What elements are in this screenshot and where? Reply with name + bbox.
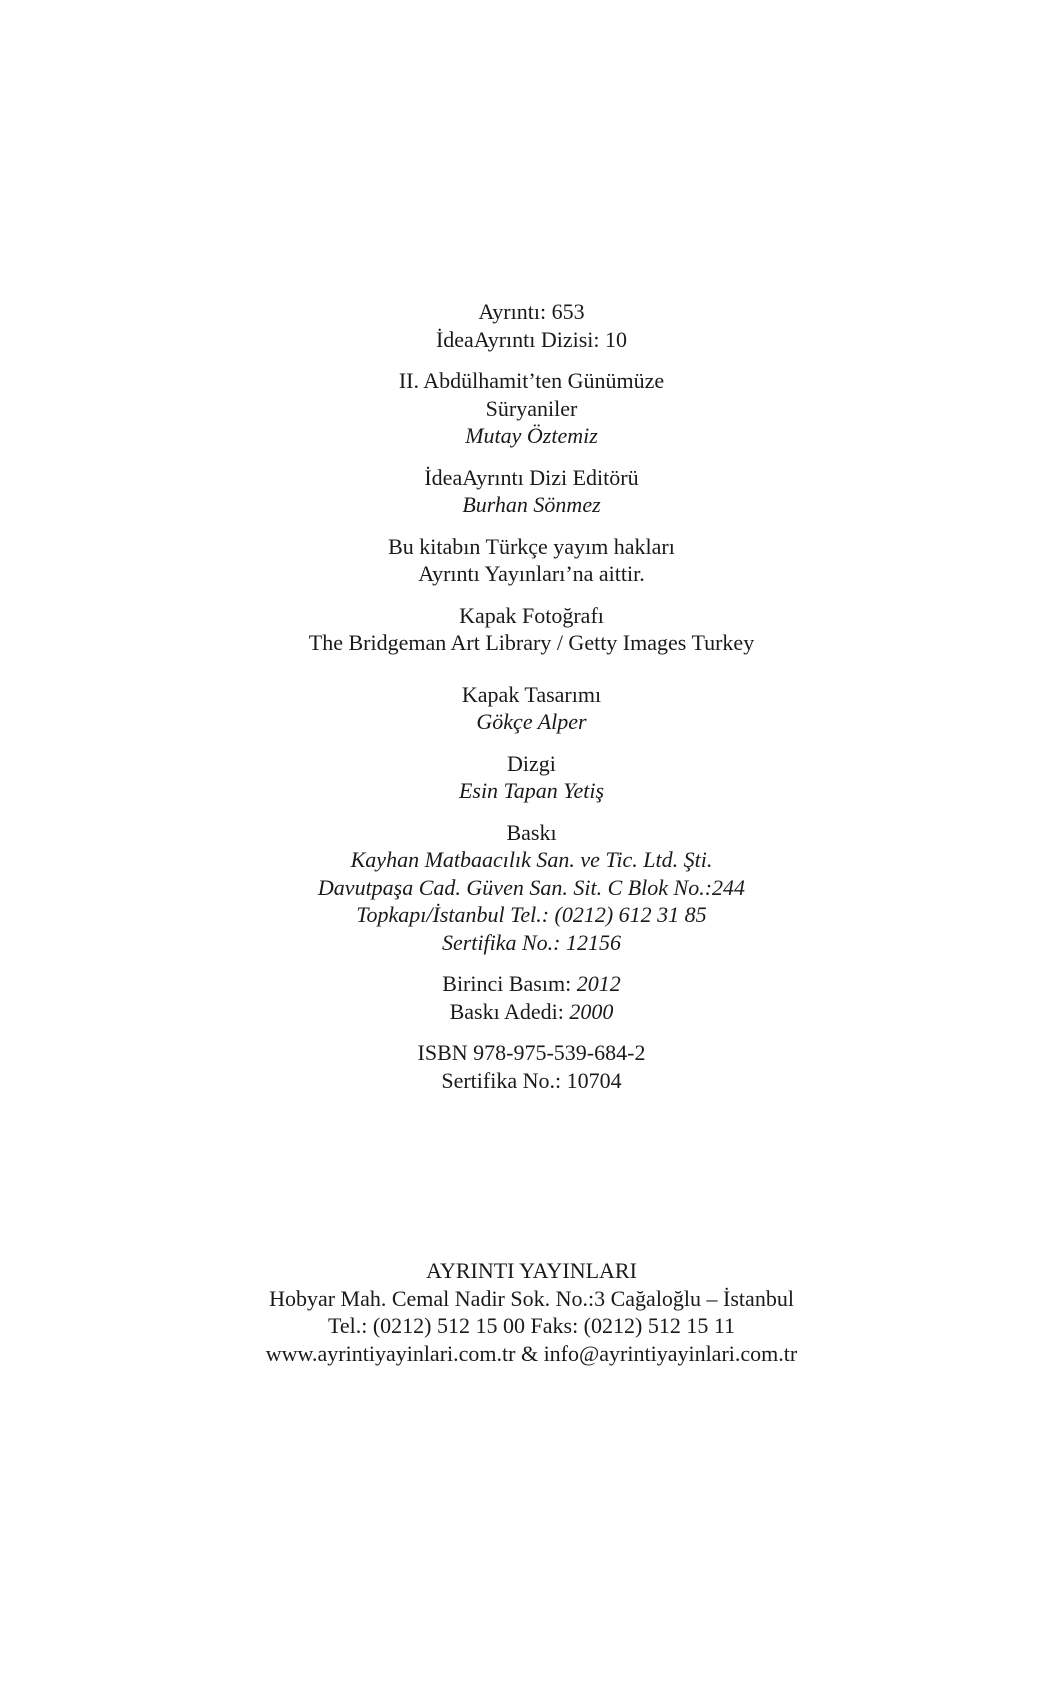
- first-edition-label: Birinci Basım:: [442, 971, 572, 996]
- cover-design-label: Kapak Tasarımı: [461, 681, 602, 707]
- book-author: Mutay Öztemiz: [465, 423, 598, 448]
- colophon: [0, 298, 1063, 1108]
- isbn: ISBN 978-975-539-684-2: [417, 1040, 646, 1065]
- printing-city-phone: Topkapı/İstanbul Tel.: (0212) 612 31 85: [356, 902, 707, 927]
- book-title-line2: Süryaniler: [485, 395, 578, 421]
- cover-photo: [0, 602, 1063, 657]
- rights-notice: [0, 533, 1063, 588]
- first-edition-value: 2012: [576, 971, 621, 996]
- cover-design: [0, 681, 1063, 736]
- publisher-certificate: Sertifika No.: 10704: [441, 1067, 622, 1093]
- book-title-line1: II. Abdülhamit’ten Günümüze: [398, 368, 665, 393]
- series-editor-name: Burhan Sönmez: [462, 492, 601, 517]
- cover-design-name: Gökçe Alper: [476, 709, 587, 734]
- idea-series-number: İdeaAyrıntı Dizisi: 10: [435, 326, 628, 352]
- cover-photo-credit: The Bridgeman Art Library / Getty Images Turkey: [308, 630, 755, 655]
- printing: [0, 819, 1063, 957]
- series-editor-label: İdeaAyrıntı Dizi Editörü: [424, 464, 639, 490]
- publisher-phone-fax: Tel.: (0212) 512 15 00 Faks: (0212) 512 15 11: [327, 1313, 736, 1338]
- series-info: [0, 298, 1063, 353]
- typesetting: [0, 750, 1063, 805]
- print-run: [0, 998, 1063, 1026]
- series-editor: [0, 464, 1063, 519]
- printing-label: Baskı: [506, 819, 557, 845]
- publisher-web-email: www.ayrintiyayinlari.com.tr & info@ayrintiyayinlari.com.tr: [265, 1340, 798, 1366]
- typesetting-name: Esin Tapan Yetiş: [458, 778, 605, 803]
- rights-line1: Bu kitabın Türkçe yayım hakları: [388, 533, 675, 559]
- identifiers: [0, 1039, 1063, 1094]
- ayrinti-series-number: Ayrıntı: 653: [478, 299, 585, 324]
- printing-certificate: Sertifika No.: 12156: [441, 929, 622, 955]
- edition-info: [0, 970, 1063, 1025]
- book-info: [0, 367, 1063, 450]
- cover-photo-label: Kapak Fotoğrafı: [459, 602, 604, 628]
- rights-line2: Ayrıntı Yayınları’na aittir.: [418, 561, 645, 586]
- print-run-value: 2000: [569, 998, 614, 1024]
- typesetting-label: Dizgi: [507, 750, 556, 776]
- publisher-address: Hobyar Mah. Cemal Nadir Sok. No.:3 Cağaloğlu – İstanbul: [269, 1285, 794, 1311]
- print-run-label: Baskı Adedi:: [449, 998, 564, 1024]
- printing-address: Davutpaşa Cad. Güven San. Sit. C Blok No.:244: [317, 874, 746, 900]
- printing-company: Kayhan Matbaacılık San. ve Tic. Ltd. Şti.: [350, 847, 713, 872]
- publisher-name: AYRINTI YAYINLARI: [426, 1258, 637, 1283]
- publisher-info: [0, 1257, 1063, 1367]
- first-edition: [0, 970, 1063, 998]
